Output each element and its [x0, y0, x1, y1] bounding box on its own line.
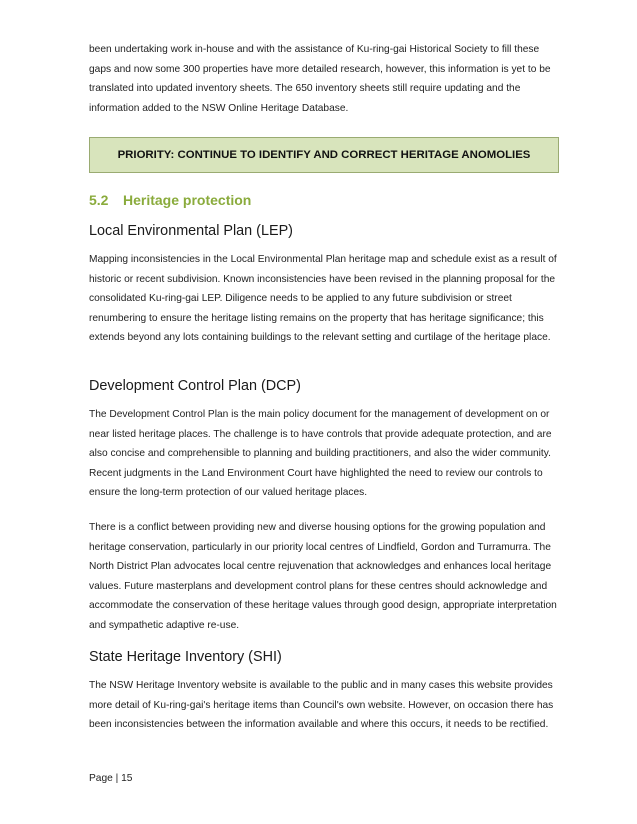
section-heading — [89, 192, 251, 208]
priority-box: PRIORITY: CONTINUE TO IDENTIFY AND CORRECT HERITAGE ANOMOLIES — [89, 137, 559, 173]
dcp-heading: Development Control Plan (DCP) — [89, 378, 301, 394]
section-number: 5.2 — [89, 192, 109, 208]
lep-heading: Local Environmental Plan (LEP) — [89, 223, 293, 239]
shi-paragraph: The NSW Heritage Inventory website is available to the public and in many cases this website provides more detail of Ku-ring-gai's heritage items than Council's own website. However, on occasion there has been inconsistencies between the information available and where this occurs, it needs to be rectified. — [89, 680, 554, 731]
section-title: Heritage protection — [123, 192, 252, 208]
intro-paragraph: been undertaking work in-house and with the assistance of Ku-ring-gai Historical Society to fill these gaps and now some 300 properties have more detailed research, however, this information is yet to be translated into updated inventory sheets. The 650 inventory sheets still require updating and the information added to the NSW Online Heritage Database. — [89, 44, 551, 114]
page-number-footer: Page | 15 — [89, 773, 133, 784]
shi-heading: State Heritage Inventory (SHI) — [89, 649, 282, 665]
dcp-paragraph-1: The Development Control Plan is the main policy document for the management of development on or near listed heritage places. The challenge is to have controls that provide adequate protection, and are also concise and comprehensible to planning and building practitioners, and also the wider community. Recent judgments in the Land Environment Court have highlighted the need to review our controls to ensure the long-term protection of our valued heritage places. — [89, 409, 552, 499]
dcp-paragraph-2: There is a conflict between providing new and diverse housing options for the growing population and heritage conservation, particularly in our priority local centres of Lindfield, Gordon and Turramurra. The North District Plan advocates local centre rejuvenation that acknowledges and enhances local heritage values. Future masterplans and development control plans for these centres should acknowledge and accommodate the conservation of these heritage values through good design, appropriate interpretation and sympathetic adaptive re-use. — [89, 522, 557, 631]
lep-paragraph: Mapping inconsistencies in the Local Environmental Plan heritage map and schedule exist as a result of historic or recent subdivision. Known inconsistencies have been revised in the planning proposal for the consolidated Ku-ring-gai LEP. Diligence needs to be applied to any future subdivision or street renumbering to ensure the heritage listing remains on the property that has heritage significance; this extends beyond any lots containing buildings to the relevant setting and curtilage of the heritage place. — [89, 254, 557, 344]
